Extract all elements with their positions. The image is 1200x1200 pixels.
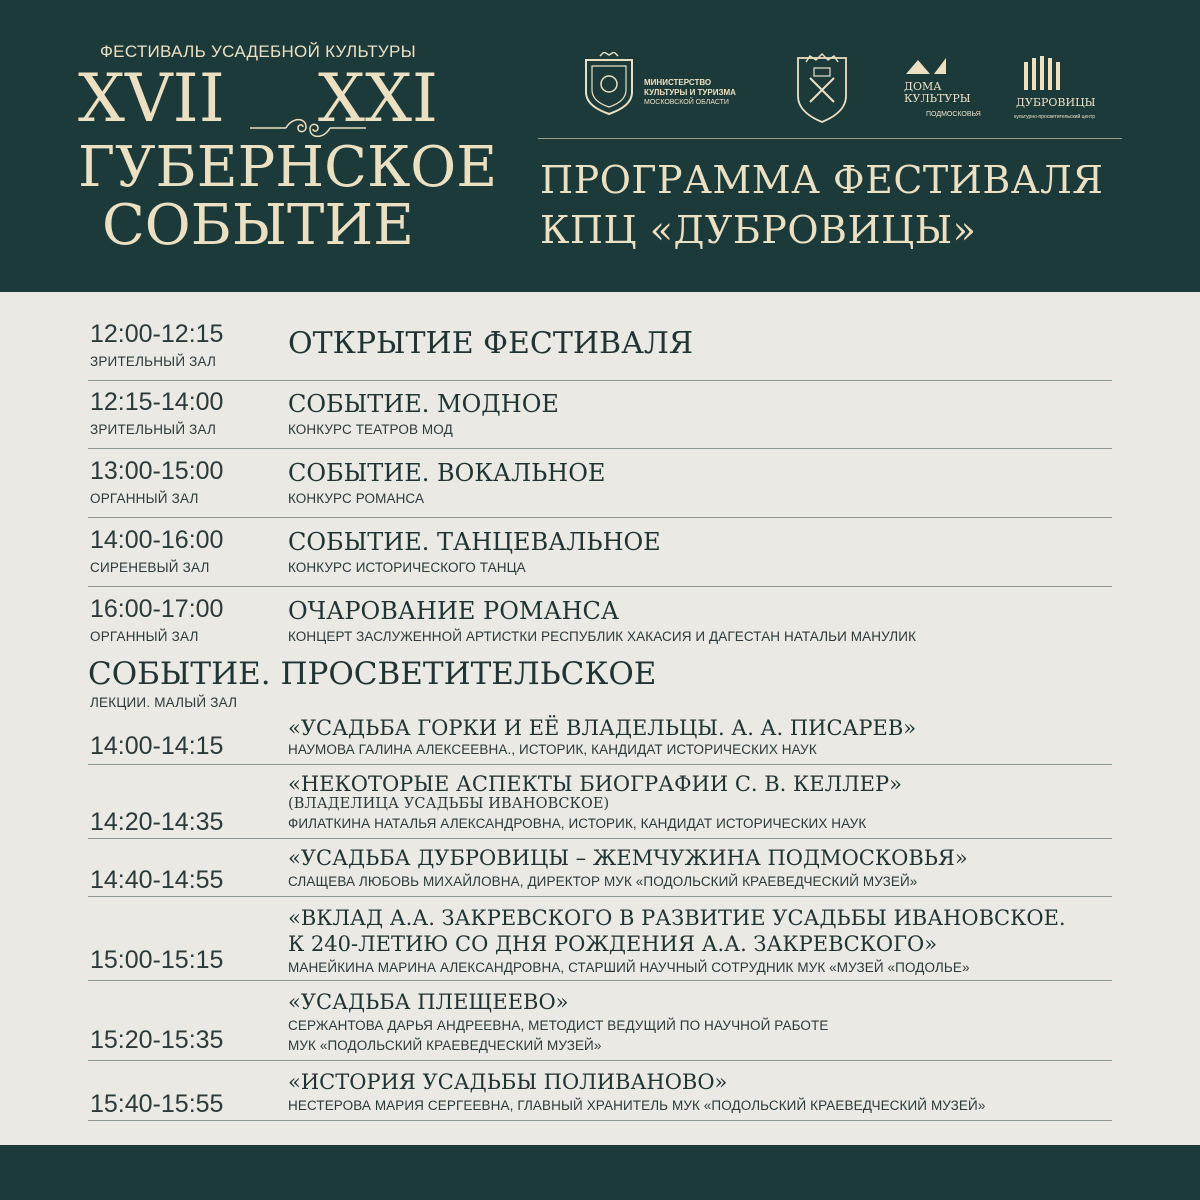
lecture-time: 15:20-15:35 [90, 1026, 224, 1054]
program-title-line-1: ПРОГРАММА ФЕСТИВАЛЯ [540, 158, 1104, 202]
lectures-place: ЛЕКЦИИ. МАЛЫЙ ЗАЛ [90, 695, 238, 710]
event-subtitle: КОНКУРС ИСТОРИЧЕСКОГО ТАНЦА [288, 560, 526, 575]
dubrovitsy-logo [1012, 52, 1102, 124]
lecture-time: 14:40-14:55 [90, 866, 224, 894]
lecture-title-line-2: К 240-ЛЕТИЮ СО ДНЯ РОЖДЕНИЯ А.А. ЗАКРЕВСКОГО» [288, 932, 938, 956]
footer-band [0, 1145, 1200, 1200]
event-place: СИРЕНЕВЫЙ ЗАЛ [90, 560, 210, 575]
lecture-speaker: НЕСТЕРОВА МАРИЯ СЕРГЕЕВНА, ГЛАВНЫЙ ХРАНИТЕЛЬ МУК «ПОДОЛЬСКИЙ КРАЕВЕДЧЕСКИЙ МУЗЕЙ» [288, 1098, 986, 1113]
ministry-logo [582, 52, 752, 124]
doma-kultury-logo [900, 52, 990, 124]
program-title-line-2: КПЦ «ДУБРОВИЦЫ» [540, 208, 977, 252]
doma-line-3: ПОДМОСКОВЬЯ [926, 111, 981, 118]
event-subtitle: КОНКУРС РОМАНСА [288, 491, 425, 506]
lecture-speaker: НАУМОВА ГАЛИНА АЛЕКСЕЕВНА., ИСТОРИК, КАНДИДАТ ИСТОРИЧЕСКИХ НАУК [288, 742, 817, 757]
event-place: ОРГАННЫЙ ЗАЛ [90, 629, 199, 644]
lecture-speaker-line-2: МУК «ПОДОЛЬСКИЙ КРАЕВЕДЧЕСКИЙ МУЗЕЙ» [288, 1038, 602, 1053]
event-title: ОТКРЫТИЕ ФЕСТИВАЛЯ [288, 326, 694, 361]
event-time: 16:00-17:00 [90, 595, 224, 623]
lecture-note: (ВЛАДЕЛИЦА УСАДЬБЫ ИВАНОВСКОЕ) [288, 796, 610, 812]
event-title: ОЧАРОВАНИЕ РОМАНСА [288, 597, 620, 625]
lecture-title: «УСАДЬБА ДУБРОВИЦЫ – ЖЕМЧУЖИНА ПОДМОСКОВЬЯ» [288, 846, 968, 870]
dubrovitsy-line-1: ДУБРОВИЦЫ [1016, 96, 1096, 109]
schedule-row [88, 320, 1112, 381]
event-title: СОБЫТИЕ. ВОКАЛЬНОЕ [288, 459, 606, 487]
dubrovitsy-line-2: культурно-просветительский центр [1014, 114, 1096, 120]
century-left: XVII [78, 60, 225, 137]
dubrovitsy-columns-icon [1022, 56, 1062, 90]
lecture-speaker: СЛАЩЕВА ЛЮБОВЬ МИХАЙЛОВНА, ДИРЕКТОР МУК «ПОДОЛЬСКИЙ КРАЕВЕДЧЕСКИЙ МУЗЕЙ» [288, 874, 918, 889]
event-title: СОБЫТИЕ. МОДНОЕ [288, 390, 559, 418]
title-line-2: СОБЫТИЕ [101, 193, 415, 258]
event-place: ОРГАННЫЙ ЗАЛ [90, 491, 199, 506]
schedule-row [88, 526, 1112, 587]
lecture-speaker: ФИЛАТКИНА НАТАЛЬЯ АЛЕКСАНДРОВНА, ИСТОРИК, КАНДИДАТ ИСТОРИЧЕСКИХ НАУК [288, 816, 867, 831]
ministry-line-2: КУЛЬТУРЫ И ТУРИЗМА [644, 88, 736, 97]
lecture-time: 14:20-14:35 [90, 808, 224, 836]
lecture-row [88, 904, 1112, 981]
ministry-line-3: МОСКОВСКОЙ ОБЛАСТИ [644, 99, 729, 106]
schedule-row [88, 595, 1112, 651]
lecture-row [88, 1068, 1112, 1121]
event-place: ЗРИТЕЛЬНЫЙ ЗАЛ [90, 422, 217, 437]
partner-logos [578, 52, 1098, 124]
doma-line-2: КУЛЬТУРЫ [904, 92, 971, 105]
event-time: 14:00-16:00 [90, 526, 224, 554]
moscow-region-coat-of-arms-icon [582, 52, 636, 116]
event-time: 12:00-12:15 [90, 320, 224, 348]
century-right: XXI [317, 60, 438, 137]
podolsk-logo [792, 52, 852, 124]
title-line-1: ГУБЕРНСКОЕ [78, 135, 498, 200]
lecture-speaker: МАНЕЙКИНА МАРИНА АЛЕКСАНДРОВНА, СТАРШИЙ НАУЧНЫЙ СОТРУДНИК МУК «МУЗЕЙ «ПОДОЛЬЕ» [288, 960, 970, 975]
event-title: СОБЫТИЕ. ТАНЦЕВАЛЬНОЕ [288, 528, 661, 556]
schedule-row [88, 388, 1112, 449]
event-place: ЗРИТЕЛЬНЫЙ ЗАЛ [90, 354, 217, 369]
lecture-time: 15:40-15:55 [90, 1090, 224, 1118]
schedule-body [0, 292, 1200, 1145]
lecture-title: «УСАДЬБА ПЛЕЩЕЕВО» [288, 990, 569, 1014]
lecture-time: 14:00-14:15 [90, 732, 224, 760]
doma-kultury-mark-icon [904, 56, 954, 76]
header-divider [538, 138, 1122, 139]
centuries-title [78, 60, 438, 137]
ministry-line-1: МИНИСТЕРСТВО [644, 78, 712, 87]
lecture-title: «УСАДЬБА ГОРКИ И ЕЁ ВЛАДЕЛЬЦЫ. А. А. ПИСАРЕВ» [288, 716, 917, 740]
podolsk-coat-of-arms-icon [792, 52, 852, 124]
header-banner [0, 0, 1200, 292]
doma-line-1: ДОМА [904, 80, 942, 93]
lecture-title: «НЕКОТОРЫЕ АСПЕКТЫ БИОГРАФИИ С. В. КЕЛЛЕР» [288, 772, 902, 796]
lecture-row [88, 770, 1112, 839]
lecture-title: «ВКЛАД А.А. ЗАКРЕВСКОГО В РАЗВИТИЕ УСАДЬБЫ ИВАНОВСКОЕ. [288, 906, 1066, 930]
lecture-speaker: СЕРЖАНТОВА ДАРЬЯ АНДРЕЕВНА, МЕТОДИСТ ВЕДУЩИЙ ПО НАУЧНОЙ РАБОТЕ [288, 1018, 829, 1033]
schedule-row [88, 457, 1112, 518]
event-subtitle: КОНКУРС ТЕАТРОВ МОД [288, 422, 453, 437]
event-time: 12:15-14:00 [90, 388, 224, 416]
event-subtitle: КОНЦЕРТ ЗАСЛУЖЕННОЙ АРТИСТКИ РЕСПУБЛИК ХАКАСИЯ И ДАГЕСТАН НАТАЛЬИ МАНУЛИК [288, 629, 917, 644]
lecture-time: 15:00-15:15 [90, 946, 224, 974]
lecture-row [88, 988, 1112, 1061]
lecture-row [88, 844, 1112, 897]
event-time: 13:00-15:00 [90, 457, 224, 485]
lectures-heading: СОБЫТИЕ. ПРОСВЕТИТЕЛЬСКОЕ [88, 656, 657, 692]
lecture-row [88, 714, 1112, 765]
lecture-title: «ИСТОРИЯ УСАДЬБЫ ПОЛИВАНОВО» [288, 1070, 728, 1094]
festival-label: ФЕСТИВАЛЬ УСАДЕБНОЙ КУЛЬТУРЫ [99, 42, 417, 61]
